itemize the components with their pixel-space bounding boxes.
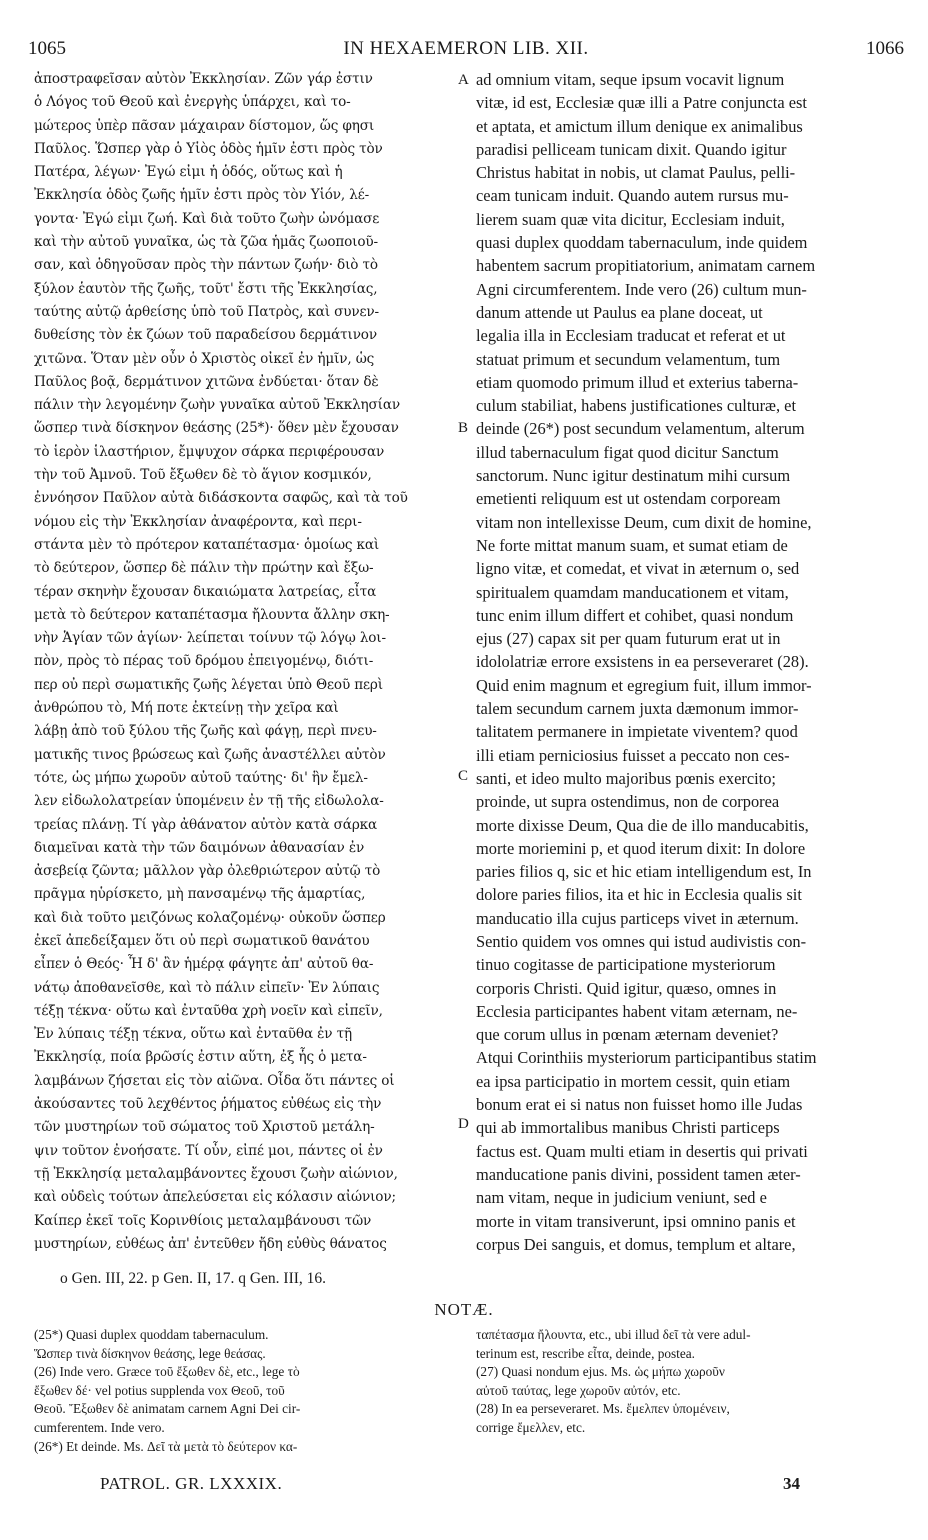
note-line: cumferentem. Inde vero. <box>34 1419 165 1435</box>
greek-text-line: Ἐκκλησίᾳ, ποία βρῶσίς ἐστιν αὕτη, ἐξ ἧς ὁ μετα- <box>34 1049 367 1066</box>
latin-text-line: Agni circumferentem. Inde vero (26) cultum mun- <box>476 279 807 299</box>
latin-text-line: ad omnium vitam, seque ipsum vocavit lignum <box>476 70 785 89</box>
latin-text-line: dolore paries filios, ita et hic in Ecclesia qualis sit <box>476 885 802 905</box>
greek-text-line: νὴν Ἁγίαν τῶν ἁγίων· λείπεται τοίνυν τῷ λόγῳ λοι- <box>34 630 386 647</box>
latin-text-line: Ecclesia participantes habent vitam æternam, ne- <box>476 1001 798 1021</box>
latin-text-line: morte dixisse Deum, Qua die de illo manducabitis, <box>476 815 809 835</box>
greek-text-line: τῶν μυστηρίων τοῦ σώματος τοῦ Χριστοῦ μετάλη- <box>34 1119 375 1136</box>
latin-text-line: morte in vitam transiverunt, ipsi omnino panis et <box>476 1211 796 1231</box>
greek-text-line: λαμβάνων ζήσεται εἰς τὸν αἰῶνα. Οἶδα ὅτι πάντες οἱ <box>34 1072 395 1089</box>
greek-text-line: Ἐκκλησία ὁδὸς ζωῆς ἡμῖν ἐστι πρὸς τὸν Υἱόν, λέ- <box>34 187 370 204</box>
note-line: (26) Inde vero. Græce τοῦ ἔξωθεν δὲ, etc., lege τὸ <box>34 1364 300 1380</box>
greek-text-line: ὥσπερ τινὰ δίσκηνον θεάσης (25*)· ὅθεν μὲν ἔχουσαν <box>34 420 399 437</box>
notes-left-column <box>34 1326 454 1456</box>
greek-text-line: δυθείσης τὸν ἐκ ζώων τοῦ παραδείσου δερμάτινον <box>34 327 377 344</box>
latin-text-line: factus est. Quam multi etiam in desertis qui privati <box>476 1141 808 1161</box>
latin-text-line: ea ipsa participatio in mortem cessit, quin etiam <box>476 1071 791 1091</box>
greek-text-line: ἐννόησον Παῦλον αὐτὰ διδάσκοντα σαφῶς, καὶ τὰ τοῦ <box>34 490 408 507</box>
notes-heading: NOTÆ. <box>434 1300 494 1319</box>
note-line: (27) Quasi nondum ejus. Ms. ὡς μήπω χωροῦν <box>476 1364 725 1380</box>
greek-text-line: τῇ Ἐκκλησίᾳ μεταλαμβάνοντες ἔχουσι ζωὴν αἰώνιον, <box>34 1165 398 1182</box>
latin-text-line: culum stabiliat, habens justificationes culturæ, et <box>476 396 797 416</box>
greek-text-line: λεν εἰδωλολατρείαν ὑπομένειν ἐν τῇ τῆς εἰδωλολα- <box>34 793 384 810</box>
note-line: ταπέτασμα ἤλουντα, etc., ubi illud δεῖ τὰ vere adul- <box>476 1327 751 1342</box>
greek-text-line: Καίπερ ἐκεῖ τοῖς Κορινθίοις μεταλαμβάνουσι τῶν <box>34 1212 372 1229</box>
latin-text-line: et aptata, et amictum illum denique ex animalibus <box>476 116 803 136</box>
greek-text-line: χιτῶνα. Ὅταν μὲν οὖν ὁ Χριστὸς οἰκεῖ ἐν ἡμῖν, ὡς <box>34 350 375 367</box>
latin-text-line: bonum erat ei si natus non fuisset homo ille Judas <box>476 1095 803 1115</box>
latin-text-line: habentem sacrum propitiatorium, animatam carnem <box>476 256 816 276</box>
latin-text-line: talitatem permanere in impietate viventem? quod <box>476 722 798 742</box>
greek-text-line: στάντα μὲν τὸ πρότερον καταπέτασμα· ὁμοίως καὶ <box>34 536 380 553</box>
notes-right-column <box>476 1326 896 1438</box>
greek-text-line: πὸν, πρὸς τὸ πέρας τοῦ δρόμου ἐπειγομένῳ, διότι- <box>34 653 374 670</box>
latin-text-line: lierem suam quæ vita dicitur, Ecclesiam induit, <box>476 209 785 229</box>
margin-letter-c: C <box>458 768 469 784</box>
note-line: Θεοῦ. Ἔξωθεν δὲ animatam carnem Agni Dei cir- <box>34 1401 301 1417</box>
greek-text-line: τὸ ἱερὸν ἱλαστήριον, ἔμψυχον σάρκα περιφέρουσαν <box>34 443 385 460</box>
page-footer <box>100 1474 800 1496</box>
latin-text-line: statuat primum et secundum velamentum, tum <box>476 349 781 369</box>
latin-text-line: qui ab immortalibus manibus Christi particeps <box>476 1118 780 1138</box>
sheet-number: 34 <box>783 1474 800 1493</box>
greek-text-line: καὶ οὐδεὶς τούτων ἀπελεύσεται εἰς κόλασιν αἰώνιον; <box>34 1189 396 1206</box>
greek-text-line: ταύτης αὐτῷ ἁρθείσης ὑπὸ τοῦ Πατρὸς, καὶ συνεν- <box>34 303 379 320</box>
latin-text-line: Christus habitat in nobis, ut clamat Paulus, pelli- <box>476 163 796 183</box>
latin-text-line: manducatio illa cujus particeps vivet in æternum. <box>476 908 799 928</box>
greek-text-line: μώτερος ὑπὲρ πᾶσαν μάχαιραν δίστομον, ὥς φησι <box>34 117 375 134</box>
right-page-number: 1066 <box>866 38 904 59</box>
note-line: Ὥσπερ τινὰ δίσκηνον θεάσης, lege θεάσας. <box>34 1345 266 1361</box>
note-line: terinum est, rescribe εἶτα, deinde, postea. <box>476 1345 696 1361</box>
latin-text-line: proinde, ut supra ostendimus, non de corporea <box>476 792 780 812</box>
latin-text-line: nam vitam, neque in judicium veniunt, sed e <box>476 1188 767 1208</box>
latin-text-line: paradisi pelliceam tunicam dixit. Quando igitur <box>476 139 787 159</box>
latin-text-line: santi, et ideo multo majoribus pœnis exercito; <box>476 768 776 788</box>
latin-text-line: illud tabernaculum figat quod dicitur Sanctum <box>476 442 779 462</box>
greek-text-line: ἀσεβείᾳ ζῶντα; μᾶλλον γὰρ ὀλεθριώτερον αὐτῷ τὸ <box>34 863 381 880</box>
greek-text-line: καὶ τὴν αὐτοῦ γυναῖκα, ὡς τὰ ζῶα ἡμᾶς ζωοποιοῦ- <box>34 234 378 251</box>
latin-text-line: Sentio quidem vos omnes qui istud audivistis con- <box>476 931 807 951</box>
greek-text-line: πάλιν τὴν λεγομένην ζωὴν γυναῖκα αὐτοῦ Ἐκκλησίαν <box>34 397 401 414</box>
greek-text-line: μυστηρίων, εὐθέως ἀπ' ἐντεῦθεν ἤδη εὐθὺς θάνατος <box>34 1235 387 1252</box>
latin-text-line: talem secundum carnem juxta dæmonum immor- <box>476 699 799 719</box>
greek-text-line: τέξῃ τέκνα· οὕτω καὶ ἐνταῦθα χρὴ νοεῖν καὶ εἰπεῖν, <box>34 1002 383 1019</box>
note-line: (26*) Et deinde. Ms. Δεῖ τὰ μετὰ τὸ δεύτερον κα- <box>34 1438 298 1454</box>
latin-text-line: Ne forte mittat manum suam, et sumat etiam de <box>476 535 788 555</box>
latin-text-line: paries filios q, sic et hic etiam intelligendum est, In <box>476 862 812 882</box>
latin-text-line: Quid enim magnum et egregium fuit, illum immor- <box>476 675 812 695</box>
latin-text-line: morte moriemini p, et quod iterum dixit: In dolore <box>476 838 806 858</box>
latin-text-line: ligno vitæ, et comedat, et vivat in æternum o, sed <box>476 559 800 579</box>
note-line: corrige ἔμελλεν, etc. <box>476 1419 586 1435</box>
latin-text-line: vitæ, id est, Ecclesiæ quæ illi a Patre conjuncta est <box>476 93 807 113</box>
latin-text-line: corpus Dei sanguis, et domus, templum et altare, <box>476 1234 796 1254</box>
greek-text-line: διαμεῖναι κατὰ τὴν τῶν δαιμόνων ἀθανασίαν ἐν <box>34 839 365 856</box>
greek-text-line: λάβῃ ἀπὸ τοῦ ξύλου τῆς ζωῆς καὶ φάγῃ, περὶ πνευ- <box>34 723 377 740</box>
latin-text-line: tinuo cogitasse de participatione mysteriorum <box>476 955 776 975</box>
greek-text-line: ἀποστραφεῖσαν αὐτὸν Ἐκκλησίαν. Ζῶν γάρ ἐστιν <box>34 71 373 87</box>
greek-text-line: σαν, καὶ ὁδηγοῦσαν πρὸς τὴν πάντων ζωήν· διὸ τὸ <box>34 257 378 274</box>
latin-text-line: corporis Christi. Quid igitur, quæso, omnes in <box>476 978 777 998</box>
margin-letter-d: D <box>458 1116 469 1132</box>
greek-text-line: ξύλον ἑαυτὸν τῆς ζωῆς, τοῦτ' ἔστι τῆς Ἐκκλησίας, <box>34 280 378 297</box>
scripture-references: o Gen. III, 22. p Gen. II, 17. q Gen. III, 16. <box>60 1270 327 1287</box>
latin-column <box>476 68 892 1256</box>
latin-text-line: legalia illa in Ecclesiam traducat et referat et ut <box>476 326 786 346</box>
note-line: ἔξωθεν δέ· vel potius supplenda vox Θεοῦ, τοῦ <box>34 1382 285 1398</box>
greek-text-line: Ἐν λύπαις τέξῃ τέκνα, οὕτω καὶ ἐνταῦθα ἐν τῇ <box>34 1026 352 1043</box>
latin-text-line: ejus (27) capax sit per quam futurum erat ut in <box>476 629 781 649</box>
latin-text-line: vitam non intellexisse Deum, cum dixit de homine, <box>476 512 812 532</box>
latin-text-line: tunc enim illum differt et cohibet, quasi nondum <box>476 605 794 625</box>
latin-text-line: ceam tunicam induit. Quando autem rursus mu- <box>476 186 789 206</box>
latin-text-line: illi etiam perniciosius fuisset a peccato non ces- <box>476 745 790 765</box>
greek-text-line: τότε, ὡς μήπω χωροῦν αὐτοῦ ταύτης· δι' ἣν ἔμελ- <box>34 769 368 786</box>
latin-text-line: Atqui Corinthiis mysteriorum participantibus statim <box>476 1048 817 1068</box>
greek-text-line: Πατέρα, λέγων· Ἐγώ εἰμι ἡ ὁδός, οὕτως καὶ ἡ <box>34 164 343 181</box>
margin-letter-b: B <box>458 420 469 436</box>
greek-text-line: τέραν σκηνὴν ἔχουσαν δικαιώματα λατρείας, εἶτα <box>34 583 377 600</box>
latin-text-line: spiritualem quamdam manducationem et vitam, <box>476 582 789 602</box>
greek-text-line: εἶπεν ὁ Θεός· Ἧ δ' ἂν ἡμέρᾳ φάγητε ἀπ' αὐτοῦ θα- <box>34 956 374 973</box>
greek-text-line: ματικῆς τινος βρώσεως καὶ ζωῆς ἀναστέλλει αὐτὸν <box>34 746 386 763</box>
greek-text-line: Παῦλος. Ὥσπερ γὰρ ὁ Υἱὸς ὁδὸς ἡμῖν ἐστι πρὸς τὸν <box>34 140 383 157</box>
latin-text-line: manducatione panis divini, possident tamen æter- <box>476 1164 801 1184</box>
latin-text-line: etiam quomodo primum illud et exterius taberna- <box>476 372 799 392</box>
greek-text-line: ψιν τοῦτον ἐνοήσατε. Τί οὖν, εἰπέ μοι, πάντες οἱ ἐν <box>34 1142 383 1159</box>
latin-text-line: idololatriæ errore exsistens in ea perseveraret (28). <box>476 652 809 672</box>
greek-text-line: νόμου εἰς τὴν Ἐκκλησίαν ἀναφέροντα, καὶ περι- <box>34 513 362 530</box>
note-line: αὐτοῦ ταύτας, lege χωροῦν αὐτόν, etc. <box>476 1382 681 1398</box>
left-page-number: 1065 <box>28 38 66 59</box>
greek-text-line: καὶ διὰ τοῦτο μειζόνως κολαζομένῳ· οὐκοῦν ὥσπερ <box>34 909 386 926</box>
latin-text-line: deinde (26*) post secundum velamentum, alterum <box>476 419 805 439</box>
running-title: IN HEXAEMERON LIB. XII. <box>343 38 589 59</box>
greek-text-line: πρᾶγμα ηὑρίσκετο, μὴ πανσαμένῳ τῆς ἁμαρτίας, <box>34 886 366 903</box>
greek-text-line: ἀνθρώπου τὸ, Μή ποτε ἐκτείνῃ τὴν χεῖρα καὶ <box>34 700 339 717</box>
greek-text-line: Παῦλος βοᾷ, δερμάτινον χιτῶνα ἐνδύεται· ὅταν δὲ <box>34 373 379 390</box>
latin-text-line: danum attende ut Paulus ea plane doceat, ut <box>476 302 763 322</box>
greek-text-line: τὸ δεύτερον, ὥσπερ δὲ πάλιν τὴν πρώτην καὶ ἔξω- <box>34 560 374 577</box>
running-header <box>28 38 904 60</box>
latin-text-line: que corum ullus in pœnam æternam deveniet? <box>476 1025 779 1045</box>
greek-text-line: περ οὐ περὶ σωματικῆς ζωῆς λέγεται ὑπὸ Θεοῦ περὶ <box>34 676 383 693</box>
greek-text-line: τὴν τοῦ Ἀμνοῦ. Τοῦ ἔξωθεν δὲ τὸ ἅγιον κοσμικόν, <box>34 467 372 484</box>
greek-text-line: μετὰ τὸ δεύτερον καταπέτασμα ἤλουντα ἄλλην σκη- <box>34 606 390 623</box>
margin-letter-a: A <box>458 72 469 88</box>
greek-text-line: νάτῳ ἀποθανεῖσθε, καὶ τὸ πάλιν εἰπεῖν· Ἐν λύπαις <box>34 979 380 996</box>
latin-text-line: sanctorum. Nunc igitur destinatum mihi cursum <box>476 466 791 486</box>
greek-text-line: ὁ Λόγος τοῦ Θεοῦ καὶ ἐνεργὴς ὑπάρχει, καὶ το- <box>34 94 351 111</box>
greek-text-line: ἐκεῖ ἀπεδείξαμεν ὅτι οὐ περὶ σωματικοῦ θανάτου <box>34 932 370 949</box>
greek-text-line: ἀκούσαντες τοῦ λεχθέντος ῥήματος εὐθέως εἰς τὴν <box>34 1096 382 1113</box>
latin-text-line: emetienti reliquum est ut ostendam corpoream <box>476 489 781 509</box>
latin-text-line: quasi duplex quoddam tabernaculum, inde quidem <box>476 233 808 253</box>
greek-text-line: γοντα· Ἐγώ εἰμι ζωή. Καὶ διὰ τοῦτο ζωὴν ὠνόμασε <box>34 210 380 227</box>
volume-signature: PATROL. GR. LXXXIX. <box>100 1474 283 1493</box>
greek-column <box>34 68 450 1256</box>
note-line: (28) In ea perseveraret. Ms. ἔμελπεν ὑπομένειν, <box>476 1401 730 1417</box>
greek-text-line: τρείας πλάνῃ. Τί γὰρ ἀθάνατον αὐτὸν κατὰ σάρκα <box>34 816 378 833</box>
note-line: (25*) Quasi duplex quoddam tabernaculum. <box>34 1327 269 1342</box>
